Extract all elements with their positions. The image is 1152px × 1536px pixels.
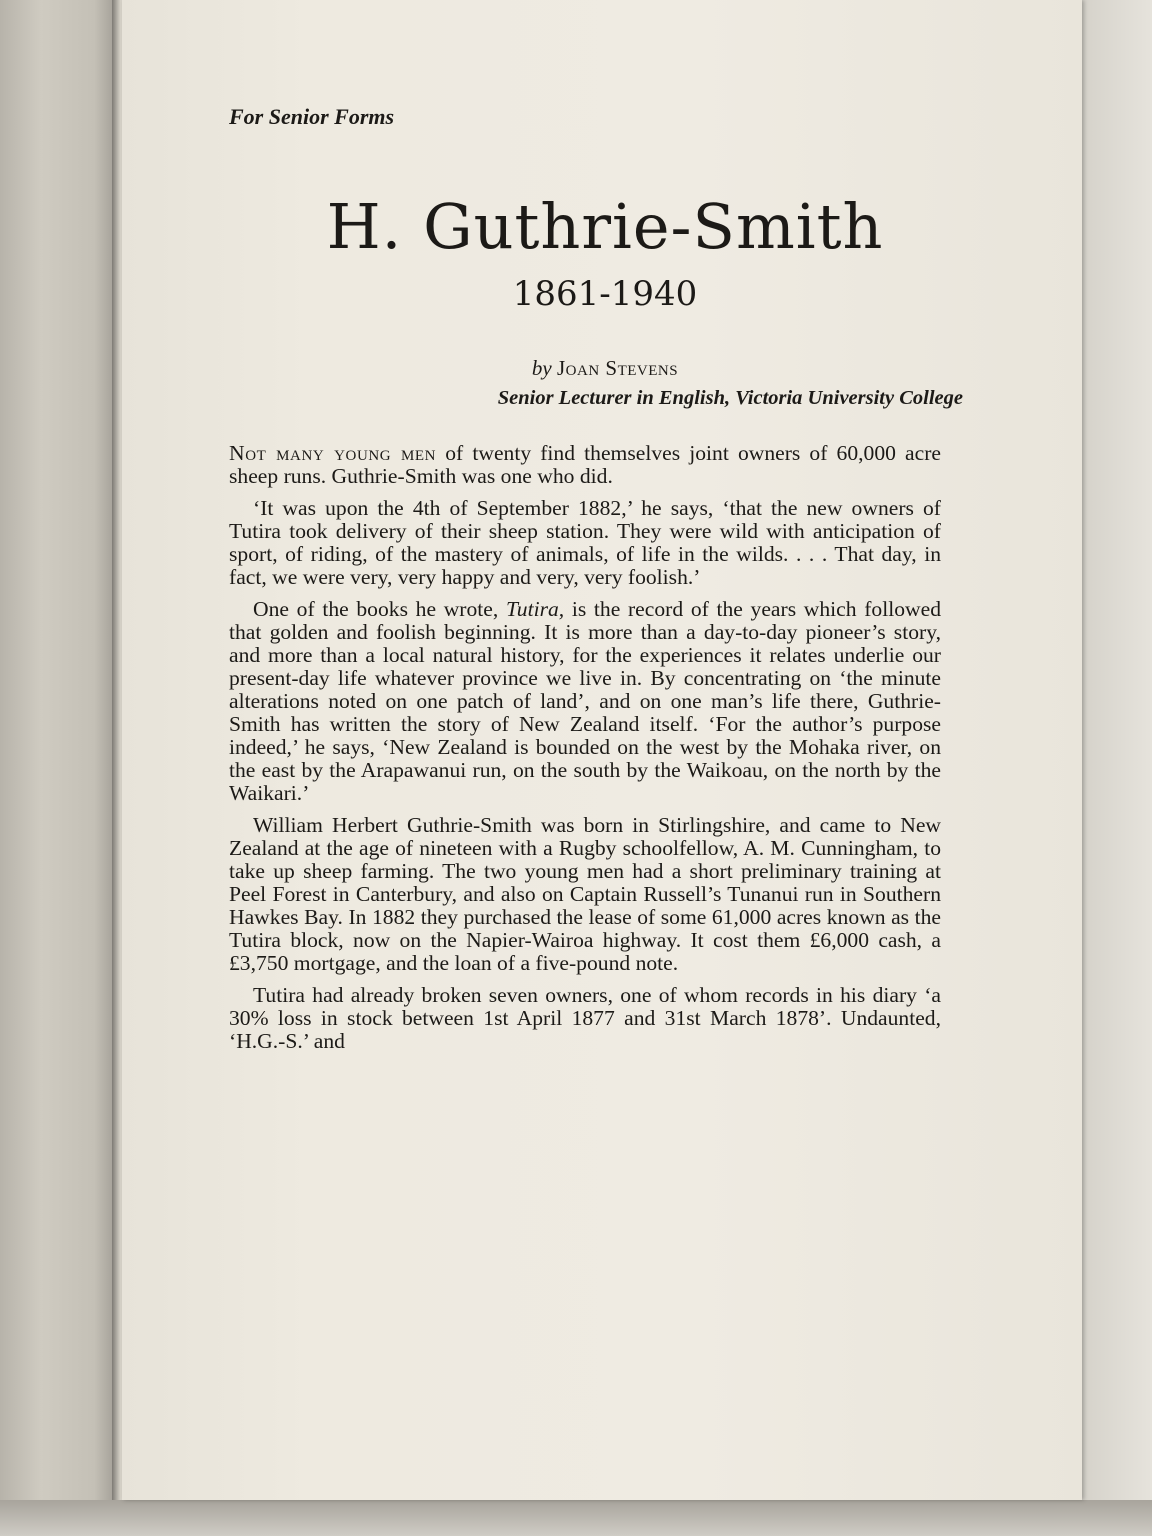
page-content: [229, 104, 963, 1062]
paragraph: Tutira had already broken seven owners, one of whom records in his diary ‘a 30% loss in stock between 1st April 1877 and 31st March 1878’. Undaunted, ‘H.G.-S.’ and: [229, 983, 941, 1053]
book-title: Tutira,: [505, 597, 565, 621]
facing-page: [0, 0, 118, 1536]
author-name: Joan Stevens: [556, 356, 679, 380]
background-surface: [1082, 0, 1152, 1500]
paragraph: William Herbert Guthrie-Smith was born in Stirlingshire, and came to New Zealand at the age of nineteen with a Rugby schoolfellow, A. M. Cunningham, to take up sheep farming. The two young men had a short preliminary training at Peel Forest in Canterbury, and also on Captain Russell’s Tunanui run in Southern Hawkes Bay. In 1882 they purchased the lease of some 61,000 acres known as the Tutira block, now on the Napier-Wairoa highway. It cost them £6,000 cash, a £3,750 mortgage, and the loan of a five-pound note.: [229, 813, 941, 975]
section-tag: For Senior Forms: [229, 104, 395, 129]
paragraph: [229, 598, 941, 805]
page-title: H. Guthrie-Smith: [326, 190, 884, 263]
byline-prefix: by: [531, 356, 552, 380]
background-surface-bottom: [0, 1500, 1152, 1536]
byline: [229, 354, 941, 382]
paragraph-text: One of the books he wrote,: [253, 597, 506, 621]
life-dates: 1861-1940: [512, 274, 698, 314]
author-affiliation: Senior Lecturer in English, Victoria University College: [497, 387, 963, 409]
article-body: [229, 442, 941, 1053]
paragraph: [229, 442, 941, 488]
paragraph: ‘It was upon the 4th of September 1882,’ he says, ‘that the new owners of Tutira took delivery of their sheep station. They were wild with anticipation of sport, of riding, of the mastery of animals, of life in the wilds. . . . That day, in fact, we were very, very happy and very, very foolish.’: [229, 496, 941, 589]
paragraph-lead: Not many young men: [229, 441, 437, 465]
paragraph-text: of twenty find themselves joint owners of 60,000 acre sheep runs. Guthrie-Smith was one who did.: [229, 441, 941, 488]
paragraph-text: is the record of the years which followed that golden and foolish beginning. It is more than a day-to-day pioneer’s story, and more than a local natural history, for the experiences it relates underlie our present-day life whatever province we live in. By concentrating on ‘the minute alterations noted on one patch of land’, and on one man’s life there, Guthrie-Smith has written the story of New Zealand itself. ‘For the author’s purpose indeed,’ he says, ‘New Zealand is bounded on the west by the Mohaka river, on the east by the Arapawanui run, on the south by the Waikoau, on the north by the Waikari.’: [229, 597, 941, 805]
